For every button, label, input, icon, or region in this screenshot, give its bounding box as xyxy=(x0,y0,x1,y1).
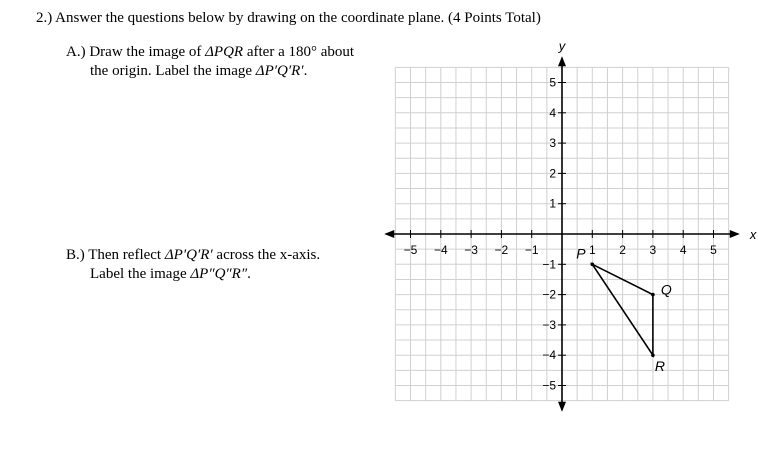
question-title: 2.) Answer the questions below by drawing on the coordinate plane. (4 Points Total) xyxy=(36,10,541,26)
vertex-point xyxy=(651,293,655,297)
y-tick-label: 1 xyxy=(549,196,556,211)
y-tick-label: −4 xyxy=(542,348,556,363)
y-tick-label: 5 xyxy=(549,75,556,90)
x-tick-label: −4 xyxy=(433,243,448,257)
x-tick-label: 4 xyxy=(679,243,687,257)
y-tick-label: 4 xyxy=(549,105,556,120)
part-b-line2: Label the image ΔP″Q″R″. xyxy=(90,266,251,282)
triangle-pqr-label: ΔPQR xyxy=(205,44,244,60)
vertex-point xyxy=(591,263,595,267)
x-tick-label: −5 xyxy=(403,243,418,257)
y-tick-label: −5 xyxy=(542,378,556,393)
part-b-line1: B.) Then reflect ΔP′Q′R′ across the x-axis. xyxy=(66,247,321,263)
x-tick-label: −1 xyxy=(524,243,539,257)
y-tick-label: 3 xyxy=(549,136,556,151)
triangle-double-prime-label: ΔP″Q″R″ xyxy=(190,266,248,282)
vertex-label-r: R xyxy=(654,358,666,375)
vertex-label-q: Q xyxy=(660,281,672,298)
triangle-prime-label: ΔP′Q′R′ xyxy=(255,63,304,79)
triangle-prime-label: ΔP′Q′R′ xyxy=(164,247,213,263)
x-tick-label: 2 xyxy=(619,243,626,257)
x-axis-label: x xyxy=(749,227,757,242)
part-a-line1: A.) Draw the image of ΔPQR after a 180° about xyxy=(66,44,355,60)
vertex-label-p: P xyxy=(576,245,586,262)
y-tick-label: −3 xyxy=(542,317,556,332)
y-tick-label: 2 xyxy=(549,166,556,181)
y-tick-label: −2 xyxy=(542,287,556,302)
x-tick-label: −3 xyxy=(464,243,478,257)
vertex-point xyxy=(651,353,655,357)
part-a-line2: the origin. Label the image ΔP′Q′R′. xyxy=(90,63,308,79)
axes xyxy=(386,39,757,410)
x-tick-label: 1 xyxy=(588,243,596,257)
y-axis-label: y xyxy=(558,38,566,54)
y-tick-label: −1 xyxy=(542,257,556,272)
x-tick-label: 3 xyxy=(649,243,657,257)
x-tick-label: −2 xyxy=(494,243,509,257)
x-tick-label: 5 xyxy=(710,243,717,257)
